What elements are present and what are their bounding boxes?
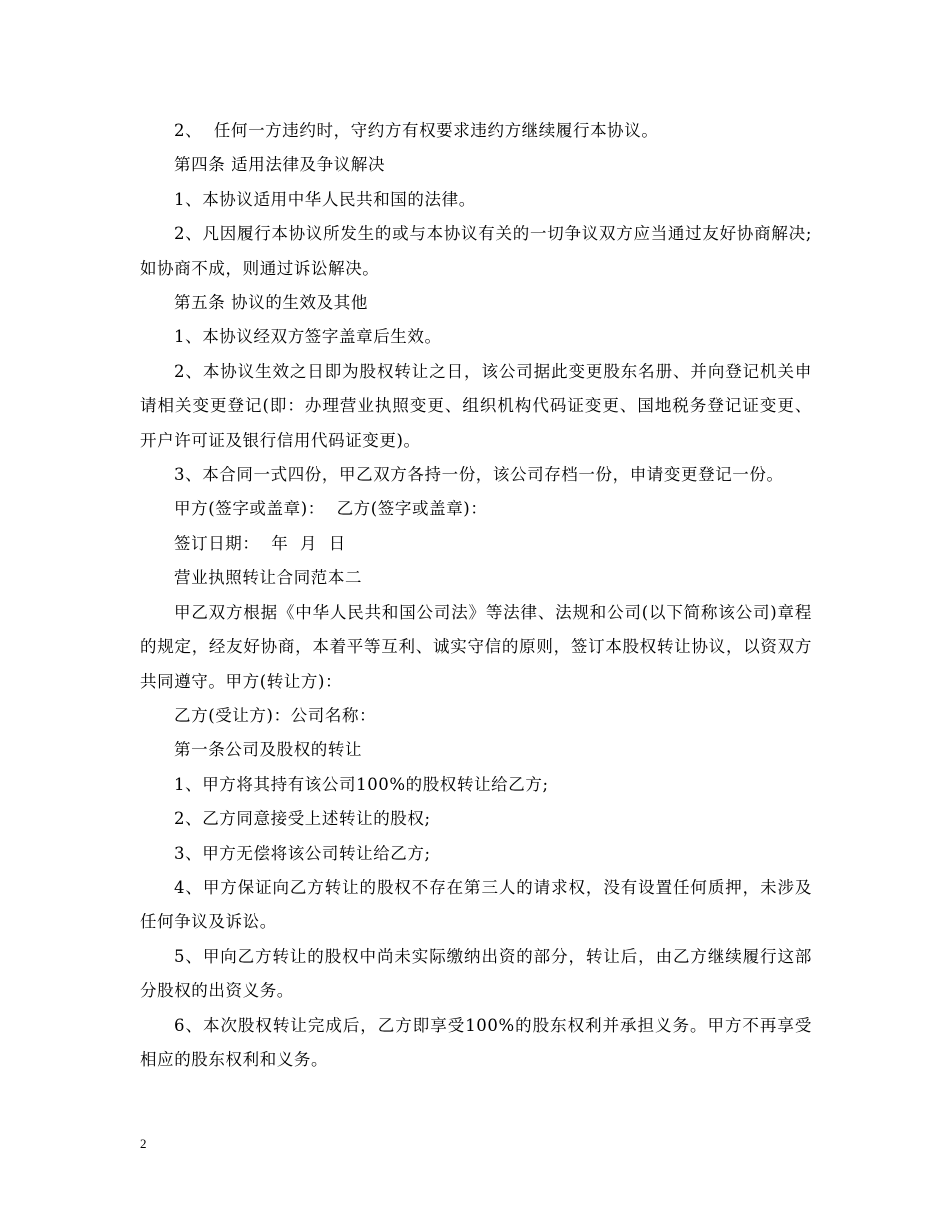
document-subtitle: 营业执照转让合同范本二 (174, 568, 363, 588)
paragraph: 2、凡因履行本协议所发生的或与本协议有关的一切争议双方应当通过友好协商解决;如协商不成，则通过诉讼解决。 (140, 224, 812, 278)
paragraph: 5、甲向乙方转让的股权中尚未实际缴纳出资的部分，转让后，由乙方继续履行这部分股权的出资义务。 (140, 946, 812, 1001)
signing-date-line: 签订日期： 年 月 日 (174, 533, 346, 553)
page-number: 2 (140, 1136, 147, 1151)
paragraph: 1、本协议经双方签字盖章后生效。 (174, 327, 442, 347)
paragraph: 6、本次股权转让完成后，乙方即享受100%的股东权利并承担义务。甲方不再享受相应的股东权利和义务。 (140, 1015, 812, 1069)
paragraph: 1、甲方将其持有该公司100%的股权转让给乙方; (174, 774, 549, 794)
paragraph: 乙方(受让方)：公司名称： (174, 705, 377, 725)
paragraph: 2、 任何一方违约时，守约方有权要求违约方继续履行本协议。 (174, 121, 659, 140)
signature-line: 甲方(签字或盖章)： 乙方(签字或盖章)： (174, 499, 488, 519)
paragraph: 甲乙双方根据《中华人民共和国公司法》等法律、法规和公司(以下简称该公司)章程的规定，经友好协商，本着平等互利、诚实守信的原则，签订本股权转让协议，以资双方共同遵守。甲方(转让方)： (140, 602, 812, 691)
paragraph: 4、甲方保证向乙方转让的股权不存在第三人的请求权，没有设置任何质押，未涉及任何争议及诉讼。 (140, 877, 812, 932)
paragraph: 2、乙方同意接受上述转让的股权; (174, 809, 431, 829)
paragraph: 2、本协议生效之日即为股权转让之日，该公司据此变更股东名册、并向登记机关申请相关变更登记(即：办理营业执照变更、组织机构代码证变更、国地税务登记证变更、开户许可证及银行信用代码证变更)。 (140, 361, 812, 450)
section-heading: 第四条 适用法律及争议解决 (174, 155, 386, 175)
paragraph: 3、本合同一式四份，甲乙双方各持一份，该公司存档一份，申请变更登记一份。 (174, 465, 784, 485)
section-heading: 第五条 协议的生效及其他 (174, 293, 368, 313)
document-body (140, 114, 812, 1077)
paragraph: 3、甲方无偿将该公司转让给乙方; (174, 843, 431, 863)
section-heading: 第一条公司及股权的转让 (174, 740, 363, 760)
paragraph: 1、本协议适用中华人民共和国的法律。 (174, 189, 476, 209)
